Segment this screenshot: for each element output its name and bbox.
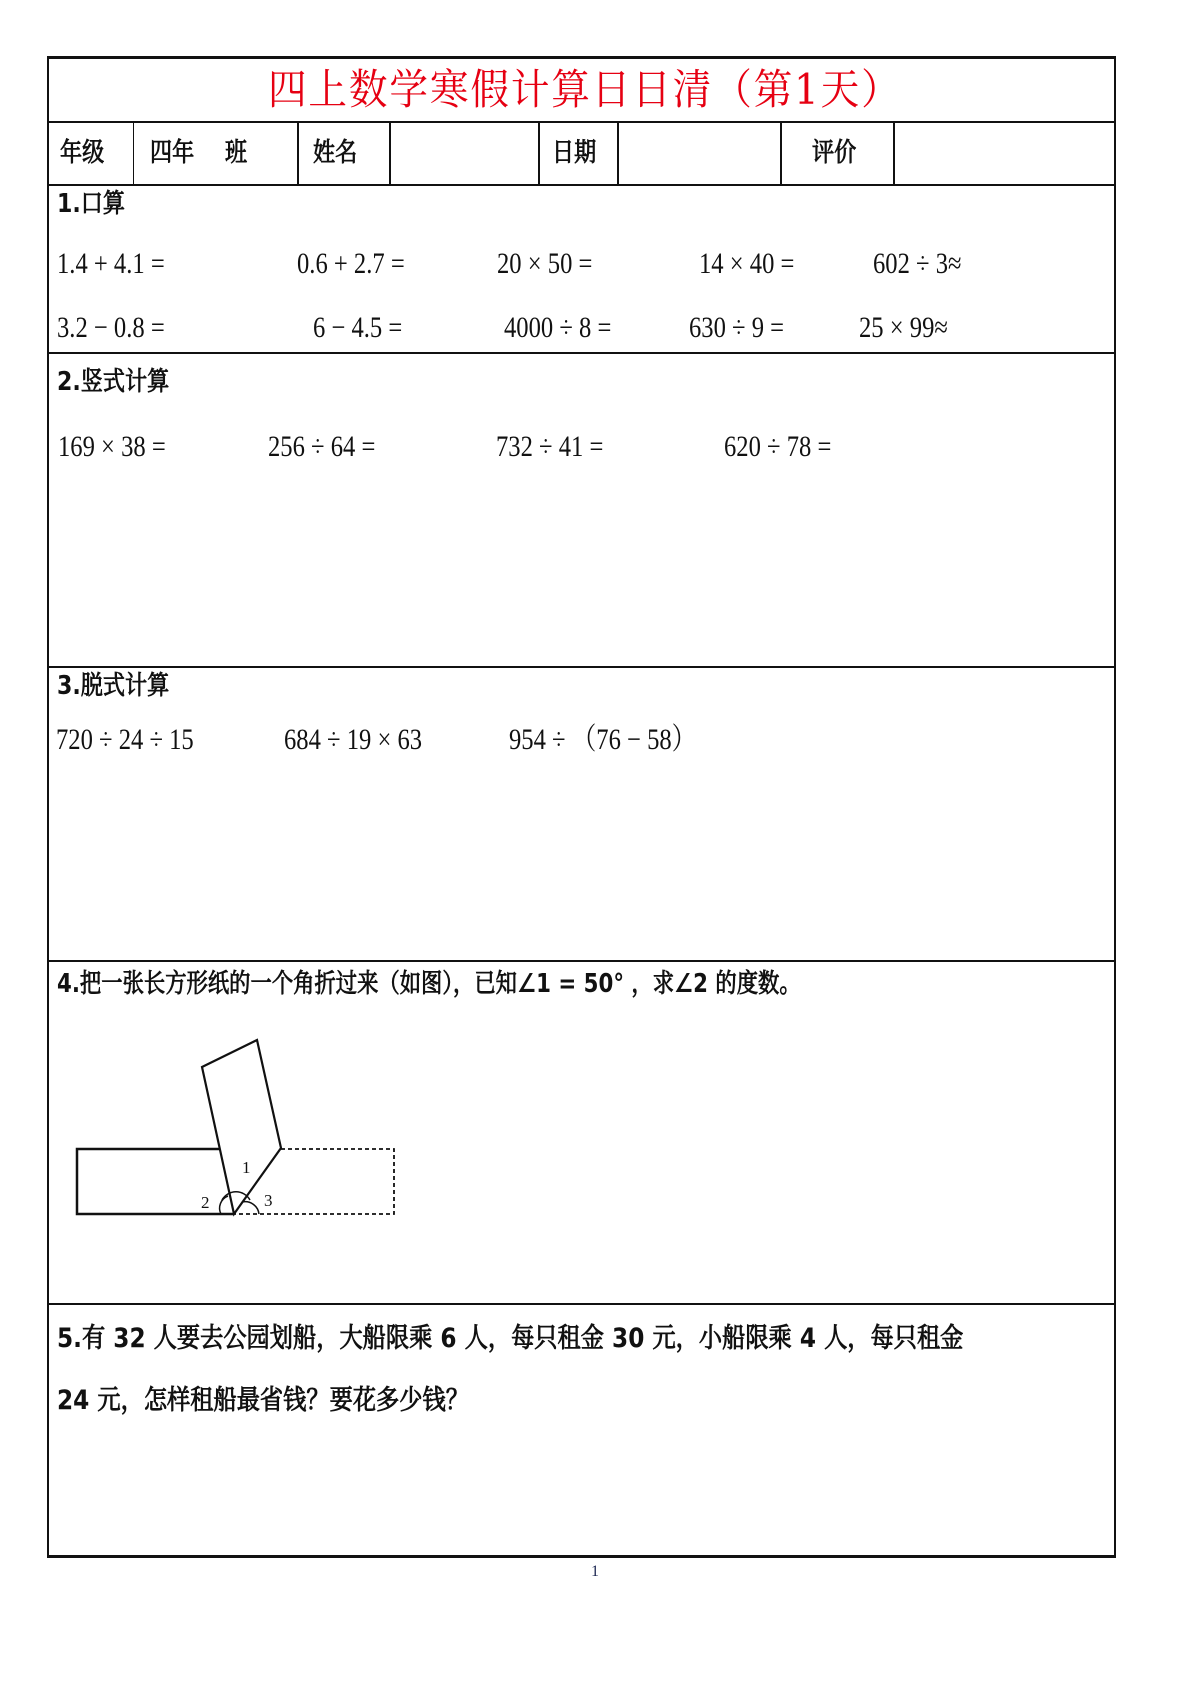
rectangle-solid-edge (77, 1149, 234, 1214)
rating-label: 评价 (812, 138, 857, 168)
page-title: 四上数学寒假计算日日清（第1天） (267, 65, 902, 114)
oral-problem: 3.2 − 0.8 = (57, 311, 165, 344)
grade-class-value[interactable]: 四年 班 (150, 138, 248, 168)
name-label: 姓名 (313, 138, 358, 168)
grade-label: 年级 (60, 138, 105, 168)
date-label: 日期 (552, 138, 597, 168)
step-calc-problem: 954 ÷ （76 − 58） (509, 723, 697, 756)
section-5-question-line-2: 24 元，怎样租船最省钱？要花多少钱？ (57, 1385, 469, 1416)
oral-problem: 602 ÷ 3≈ (873, 247, 962, 280)
answer-area-section-4[interactable] (420, 1010, 1110, 1300)
angle-1-label: 1 (242, 1158, 251, 1177)
angle-3-arc (242, 1202, 259, 1214)
angle-3-label: 3 (264, 1191, 273, 1210)
oral-problem: 0.6 + 2.7 = (297, 247, 405, 280)
section-2-title: 2.竖式计算 (57, 367, 170, 397)
section-1-title: 1.口算 (57, 189, 125, 219)
page-number: 1 (591, 1563, 599, 1580)
oral-problem: 14 × 40 = (699, 247, 795, 280)
vertical-calc-problem: 169 × 38 = (58, 430, 166, 463)
oral-problem: 4000 ÷ 8 = (504, 311, 612, 344)
oral-problem: 630 ÷ 9 = (689, 311, 785, 344)
angle-2-arc (220, 1196, 228, 1214)
answer-area-section-5[interactable] (49, 1425, 1112, 1550)
section-4-question: 4.把一张长方形纸的一个角折过来（如图），已知∠1 = 50° ，求∠2 的度数。 (57, 969, 801, 999)
oral-problem: 20 × 50 = (497, 247, 593, 280)
oral-problem: 25 × 99≈ (859, 311, 948, 344)
section-3-title: 3.脱式计算 (57, 671, 170, 701)
angle-2-label: 2 (201, 1193, 210, 1212)
step-calc-problem: 684 ÷ 19 × 63 (284, 723, 423, 756)
vertical-calc-problem: 620 ÷ 78 = (724, 430, 832, 463)
vertical-calc-problem: 256 ÷ 64 = (268, 430, 376, 463)
section-5-question-line-1: 5.有 32 人要去公园划船，大船限乘 6 人，每只租金 30 元，小船限乘 4 人，每只租金 (57, 1323, 964, 1354)
oral-problem: 6 − 4.5 = (313, 311, 403, 344)
vertical-calc-problem: 732 ÷ 41 = (496, 430, 604, 463)
oral-problem: 1.4 + 4.1 = (57, 247, 165, 280)
folded-flap (202, 1040, 281, 1214)
step-calc-problem: 720 ÷ 24 ÷ 15 (56, 723, 194, 756)
